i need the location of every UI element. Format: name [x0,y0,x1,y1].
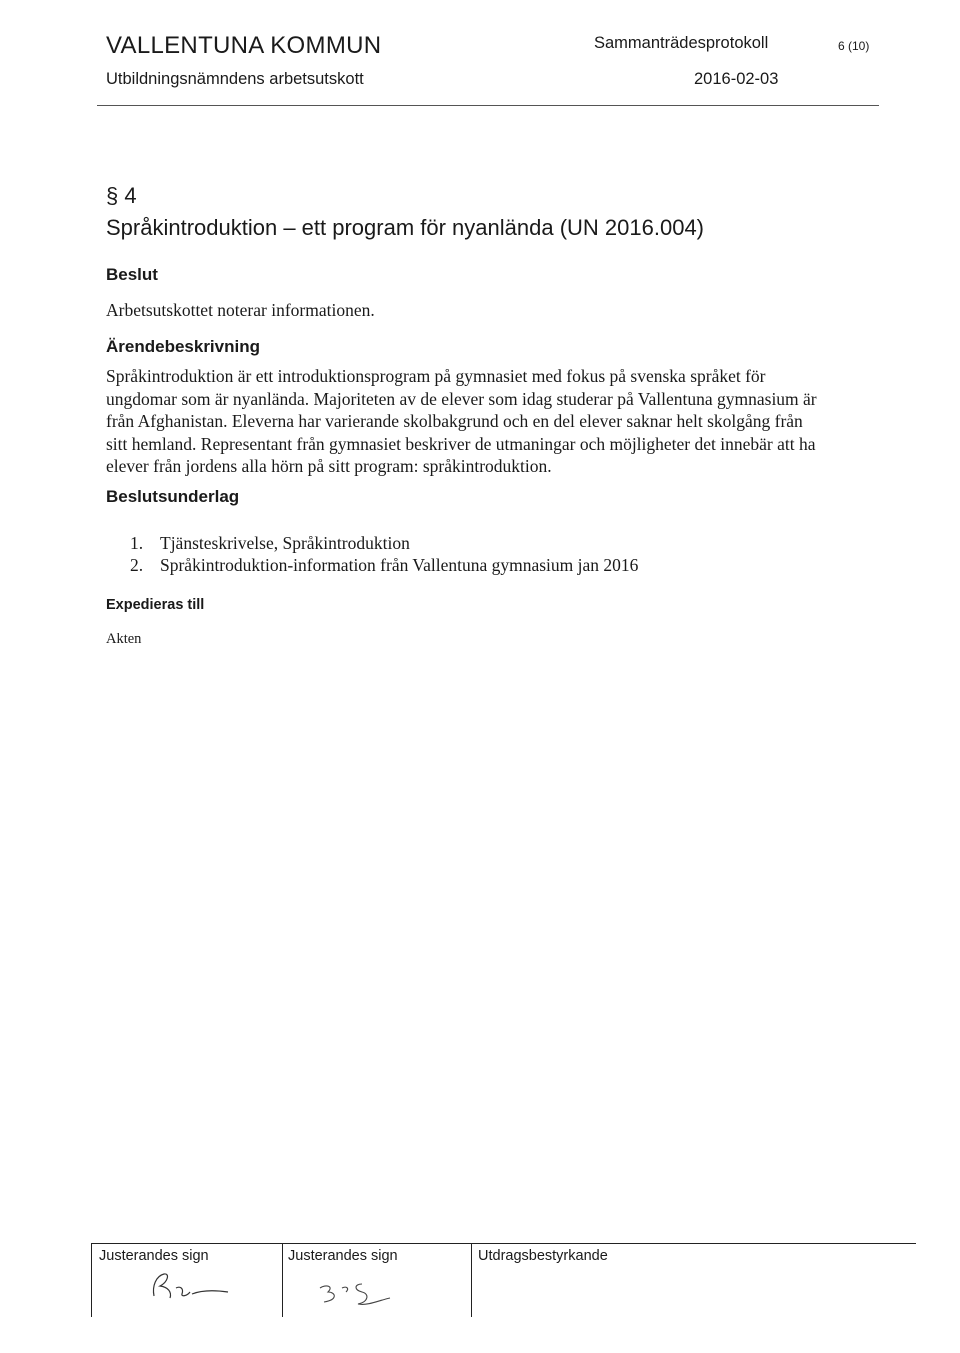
beslutsunderlag-heading: Beslutsunderlag [106,487,240,506]
expedieras-heading: Expedieras till [106,597,205,613]
list-item-number: 2. [130,555,144,575]
page-number: 6 (10) [838,39,870,53]
beslut-text: Arbetsutskottet noterar informationen. [106,300,375,320]
beslutsunderlag-list [130,532,638,576]
item-title: Språkintroduktion – ett program för nyanlända (UN 2016.004) [106,215,705,240]
list-item [130,554,638,576]
signature-label: Justerandes sign [99,1248,209,1264]
paragraph-number: § 4 [106,183,137,208]
header-divider [97,105,879,106]
organization-name: VALLENTUNA KOMMUN [106,32,382,59]
body-line: elever från jordens alla hörn på sitt program: språkintroduktion. [106,456,552,476]
signature-label: Justerandes sign [288,1248,398,1264]
arendebeskrivning-heading: Ärendebeskrivning [106,337,260,356]
document-date: 2016-02-03 [694,70,779,88]
department-name: Utbildningsnämndens arbetsutskott [106,70,364,88]
list-item [130,532,638,554]
signature-table [91,1243,916,1317]
signature-label: Utdragsbestyrkande [478,1248,608,1264]
signature-cell-3 [471,1244,916,1317]
list-item-number: 1. [130,533,144,553]
signature-cell-2 [281,1244,472,1317]
body-line: från Afghanistan. Eleverna har varierande skolbakgrund och en del elever saknar helt skolgång från [106,411,803,431]
arendebeskrivning-text [106,365,866,478]
signature-cell-1 [91,1244,283,1317]
body-line: Språkintroduktion är ett introduktionsprogram på gymnasiet med fokus på svenska språket för [106,366,766,386]
beslut-heading: Beslut [106,265,158,284]
list-item-text: Språkintroduktion-information från Vallentuna gymnasium jan 2016 [160,555,639,575]
body-line: sitt hemland. Representant från gymnasiet beskriver de utmaningar och möjligheter det innebär att ha [106,433,816,454]
document-type: Sammanträdesprotokoll [594,34,769,52]
expedieras-recipient: Akten [106,631,142,647]
handwritten-signature-1 [132,1266,242,1306]
list-item-text: Tjänsteskrivelse, Språkintroduktion [160,533,410,553]
body-line: ungdomar som är nyanlända. Majoriteten av de elever som idag studerar på Vallentuna gymnasium är [106,388,817,409]
handwritten-signature-2 [306,1274,416,1310]
